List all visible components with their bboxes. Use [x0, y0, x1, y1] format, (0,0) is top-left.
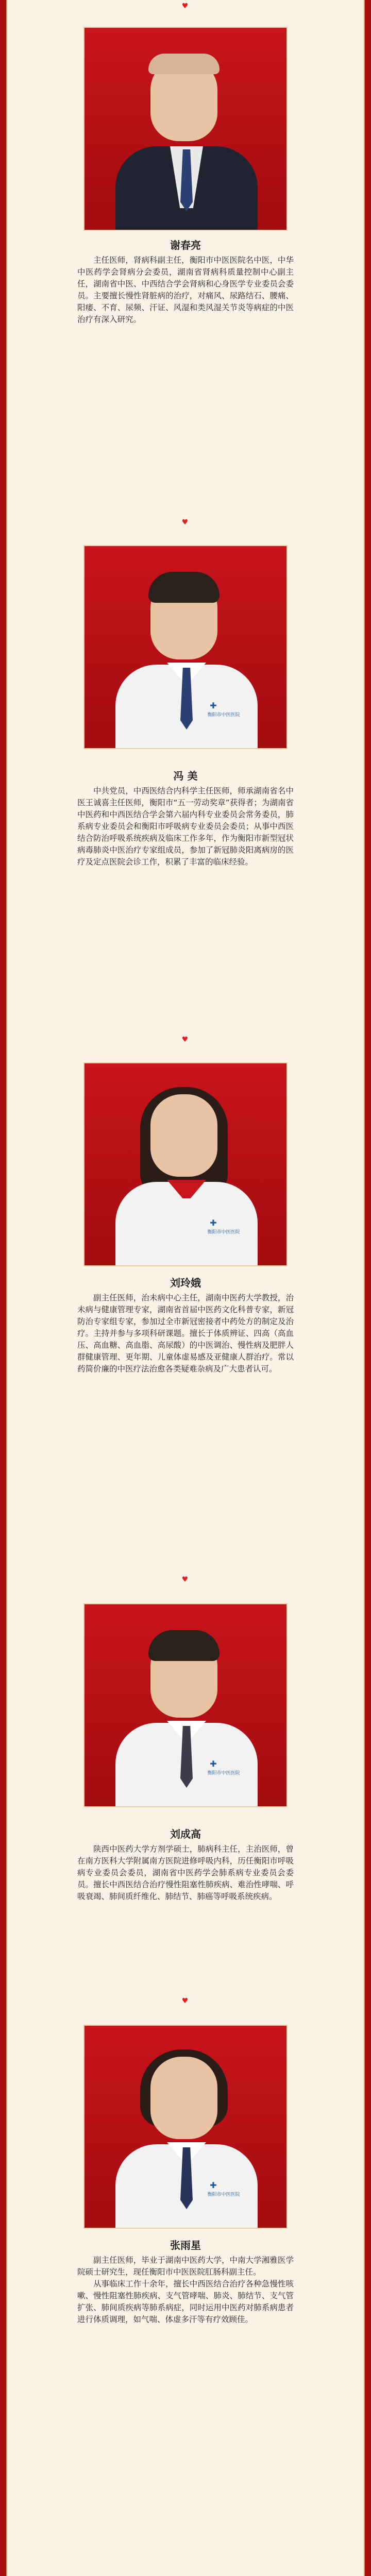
- hospital-logo-icon: ✚: [210, 1759, 217, 1769]
- bio-paragraph: 中共党员，中西医结合内科学主任医师，师承湖南省名中医王诚喜主任医师，衡阳市“五一劳动奖章”获得者；为湖南省中医药和中西医结合学会第六届内科专业委员会常务委员，肺系病专业委员会和衡阳市呼吸病专业委员会委员；从事中西医结合防治呼吸系统疾病及临床工作多年，作为衡阳市新型冠状病毒肺炎中医治疗专家组成员，参加了新冠肺炎阳离病房的医疗及定点医院会诊工作，积累了丰富的临床经验。: [77, 786, 294, 867]
- badge-label: 衡阳市中医医院: [207, 1230, 240, 1235]
- doctor-bio: [77, 2255, 294, 2326]
- heart-icon: ♥: [181, 1575, 189, 1584]
- doctor-name: 张雨星: [170, 2239, 201, 2251]
- bio-paragraph: 从事临床工作十余年，擅长中西医结合治疗各种急慢性咳嗽、慢性阻塞性肺疾病、支气管哮喘、肺炎、肺结节、支气管扩张、肺间质疾病等肺系病症，同时运用中医药对肺系病患者进行体质调理，如气喘、体虚多汗等有疗效顾佳。: [77, 2279, 294, 2324]
- badge-label: 衡阳市中医医院: [207, 1771, 240, 1776]
- badge-label: 衡阳市中医医院: [207, 2192, 240, 2197]
- heart-icon: ♥: [181, 518, 189, 527]
- doctor-name: 刘成高: [170, 1828, 201, 1840]
- hospital-logo-icon: ✚: [210, 2180, 217, 2190]
- doctor-photo: [83, 545, 288, 749]
- heart-icon: ♥: [181, 2, 189, 10]
- doctor-photo: [83, 1062, 288, 1266]
- doctor-bio: [77, 1843, 294, 1903]
- doctor-photo: [83, 27, 288, 231]
- doctor-photo: [83, 1603, 288, 1807]
- doctor-bio: [77, 255, 294, 326]
- doctor-bio: [77, 1292, 294, 1375]
- doctor-bio: [77, 785, 294, 868]
- doctor-photo: [83, 2025, 288, 2229]
- hospital-logo-icon: ✚: [210, 1218, 217, 1228]
- doctor-name: 谢春亮: [170, 239, 201, 251]
- heart-icon: ♥: [181, 1997, 189, 2005]
- bio-paragraph: 主任医师，肾病科副主任，衡阳市中医医院名中医，中华中医药学会肾病分会委员，湖南省肾病科质量控制中心副主任，湖南省中医、中西结合学会肾病和心身医学专业委员会委员。主要擅长慢性肾脏病的治疗，对痛风、尿路结石、腰痛、阳痿、不育、尿频、汗证、风湿和类风湿关节炎等病症的中医治疗有深入研究。: [77, 256, 294, 324]
- badge-label: 衡阳市中医医院: [207, 713, 240, 718]
- bio-paragraph: 副主任医师，治未病中心主任，湖南中医药大学教授，治未病与健康管理专家，湖南省首届中医药文化科普专家，新冠防治专家组专家，参加过全市新冠密接者中药处方的制定及治疗。主持并参与多项科研课题。擅长于体质辨证、四高（高血压、高血糖、高血脂、高尿酸）的中医调治、慢性病及肥胖人群健康管理、更年期、儿童体虚易感及亚健康人群治疗。常以药简价廉的中医疗法治愈各类疑难杂病及广大患者认可。: [77, 1293, 294, 1374]
- heart-icon: ♥: [181, 1036, 189, 1044]
- bio-paragraph: 副主任医师，毕业于湖南中医药大学，中南大学湘雅医学院硕士研究生，现任衡阳市中医医院肛肠科副主任。: [77, 2256, 294, 2277]
- doctor-name: 冯 美: [173, 770, 198, 782]
- hospital-logo-icon: ✚: [210, 701, 217, 710]
- doctor-name: 刘玲娥: [170, 1277, 201, 1289]
- bio-paragraph: 陕西中医药大学方剂学硕士，肺病科主任，主治医师，曾在南方医科大学附属南方医院进修呼吸内科，历任衡阳市呼吸病专业委员会委员，湖南省中医药学会肺系病专业委员会委员。擅长中西医结合治疗慢性阻塞性肺疾病、难治性哮喘、呼吸衰竭、肺间质纤维化、肺结节、肺癌等呼吸系统疾病。: [77, 1844, 294, 1901]
